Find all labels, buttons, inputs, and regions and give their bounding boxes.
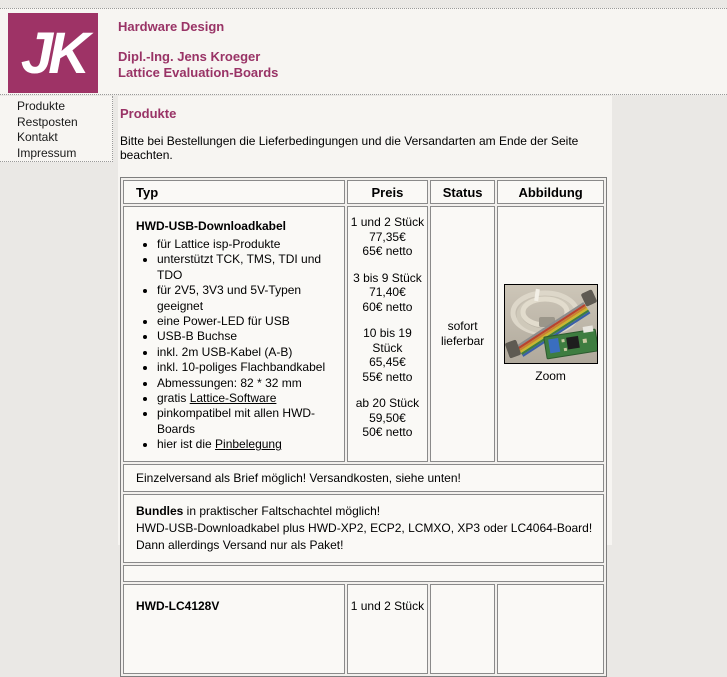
product-table	[120, 177, 607, 677]
price-tier: 1 und 2 Stück 77,35€ 65€ netto	[350, 215, 425, 258]
feature-item: • hier ist die Pinbelegung	[157, 437, 338, 452]
zoom-link[interactable]: Zoom	[535, 369, 566, 384]
image-cell	[497, 206, 604, 462]
price-cell: 1 und 2 Stück	[347, 584, 428, 674]
jk-logo	[8, 13, 98, 93]
feature-item: • für 2V5, 3V3 und 5V-Typen geeignet	[157, 283, 338, 314]
feature-item: • Abmessungen: 82 * 32 mm	[157, 376, 338, 391]
column-header-status: Status	[430, 180, 495, 204]
price-tier: ab 20 Stück 59,50€ 50€ netto	[355, 396, 420, 439]
status-cell: sofort lieferbar	[430, 206, 495, 462]
owner-name: Dipl.-Ing. Jens Kroeger	[118, 49, 261, 64]
bundle-note: Bundles in praktischer Faltschachtel möglich! HWD-USB-Downloadkabel plus HWD-XP2, ECP2, LCMXO, XP3 oder LC4064-Board! Dann allerdings Versand nur als Paket!	[123, 494, 604, 563]
feature-item: • gratis Lattice-Software	[157, 391, 338, 406]
price-cell	[347, 206, 428, 462]
feature-item: • pinkompatibel mit allen HWD-Boards	[157, 406, 338, 437]
product-row	[123, 584, 604, 674]
status-cell	[430, 584, 495, 674]
feature-item: • eine Power-LED für USB	[157, 314, 338, 329]
product-description-cell	[123, 206, 345, 462]
product-row	[123, 206, 604, 462]
note-row	[123, 464, 604, 492]
tagline: Lattice Evaluation-Boards	[118, 65, 279, 80]
feature-item: • unterstützt TCK, TMS, TDI und TDO	[157, 252, 338, 283]
header-text	[118, 19, 278, 81]
feature-item: • inkl. 2m USB-Kabel (A-B)	[157, 345, 338, 360]
bundle-bold: Bundles	[136, 503, 184, 518]
page-header	[0, 8, 727, 95]
price-tier: 3 bis 9 Stück 71,40€ 60€ netto	[353, 270, 422, 314]
company-name: Hardware Design	[118, 19, 225, 34]
sidebar-item-restposten[interactable]: Restposten	[17, 114, 78, 129]
intro-text: Bitte bei Bestellungen die Lieferbedingungen und die Versandarten am Ende der Seite beachten.	[120, 134, 579, 162]
column-header-abbildung: Abbildung	[497, 180, 604, 204]
sidebar-nav	[0, 96, 113, 162]
pinbelegung-link[interactable]: Pinbelegung	[215, 437, 282, 452]
feature-item: • für Lattice isp-Produkte	[157, 237, 338, 252]
product-name: HWD-USB-Downloadkabel	[136, 219, 286, 233]
feature-item: • USB-B Buchse	[157, 329, 338, 344]
shipping-note: Einzelversand als Brief möglich! Versandkosten, siehe unten!	[123, 464, 604, 492]
table-header-row	[123, 180, 604, 204]
bundle-row	[123, 494, 604, 563]
product-name: HWD-LC4128V	[136, 598, 220, 613]
main-content	[118, 96, 612, 613]
column-header-preis: Preis	[347, 180, 428, 204]
page-title: Produkte	[120, 106, 177, 121]
product-photo[interactable]	[504, 284, 598, 364]
sidebar-item-produkte[interactable]: Produkte	[17, 99, 66, 113]
lattice-software-link[interactable]: Lattice-Software	[189, 391, 277, 406]
feature-item: • inkl. 10-poliges Flachbandkabel	[157, 360, 338, 375]
sidebar-item-kontakt[interactable]: Kontakt	[17, 130, 58, 144]
column-header-typ: Typ	[123, 180, 345, 204]
empty-cell	[123, 565, 604, 582]
jk-logo-text: JK	[20, 20, 86, 86]
price-tier: 10 bis 19 Stück 65,45€ 55€ netto	[362, 326, 413, 384]
usb-cable-photo-graphic	[505, 285, 597, 363]
sidebar-item-impressum[interactable]: Impressum	[17, 145, 77, 160]
spacer-row	[123, 565, 604, 582]
feature-list	[136, 237, 338, 453]
image-cell	[497, 584, 604, 674]
product-description-cell	[123, 584, 345, 674]
